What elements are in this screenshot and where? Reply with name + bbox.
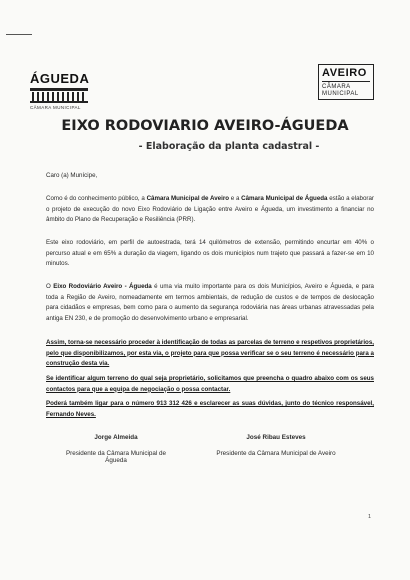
aveiro-logo-sub1: CÂMARA [322, 84, 351, 90]
page-number: 1 [368, 514, 372, 520]
signature-aveiro: José Ribau Esteves Presidente da Câmara Municipal de Aveiro [216, 434, 336, 457]
agueda-logo [30, 72, 110, 110]
paragraph-request: Se identificar algum terreno do qual seja proprietário, solicitamos que preencha o quadro abaixo com os seus contactos para que a equipa de negociação o possa contactar. [46, 375, 374, 393]
scan-mark [6, 34, 32, 35]
aveiro-logo [318, 64, 374, 100]
building-icon [30, 88, 88, 104]
agueda-logo-name: ÁGUEDA [30, 71, 90, 86]
agueda-logo-sub: CÂMARA MUNICIPAL [30, 105, 81, 110]
paragraph-intro: Como é do conhecimento público, a Câmara Municipal de Aveiro e a Câmara Municipal de Águeda estão a elaborar o projeto de execução do novo Eixo Rodoviário de Ligação entre Aveiro e Águeda, um investimento a financiar no âmbito do Plano de Recuperação e Resiliência (PRR). [46, 195, 374, 224]
document-title: EIXO RODOVIARIO AVEIRO-ÁGUEDA [61, 118, 349, 134]
paragraph-importance: O Eixo Rodoviário Aveiro - Águeda é uma via muito importante para os dois Municípios, Aveiro e Águeda, e para toda a Região de Aveiro, nomeadamente em termos ambientais, de redução de custos e de tempos de deslocação para cidadãos e empresas, bem como para o aumento da segurança rodoviária nas áreas urbanas atravessadas pela antiga EN 230, e de promoção do desenvolvimento urbano e empresarial. [46, 283, 374, 322]
paragraph-identification: Assim, torna-se necessário proceder à identificação de todas as parcelas de terreno e respetivos proprietários, pelo que disponibilizamos, por esta via, o projeto para que possa verificar se o seu terreno é necessário para a construção desta via. [46, 339, 374, 368]
aveiro-logo-name: AVEIRO [322, 67, 367, 79]
signature-agueda: Jorge Almeida Presidente da Câmara Municipal de Águeda [65, 434, 167, 464]
document-subtitle: - Elaboração da planta cadastral - [138, 141, 320, 152]
aveiro-logo-sub2: MUNICIPAL [322, 91, 359, 97]
greeting: Caro (a) Munícipe, [46, 172, 98, 179]
paragraph-road-specs: Este eixo rodoviário, em perfil de autoestrada, terá 14 quilómetros de extensão, permitindo encurtar em 40% o percurso atual e em 65% a duração da viagem, ligando os dois municípios num trajeto que passará a fazer-se em 10 minutos. [46, 239, 374, 268]
paragraph-contact: Poderá também ligar para o número 913 312 426 e esclarecer as suas dúvidas, junto do técnico responsável, Fernando Neves. [46, 400, 374, 418]
